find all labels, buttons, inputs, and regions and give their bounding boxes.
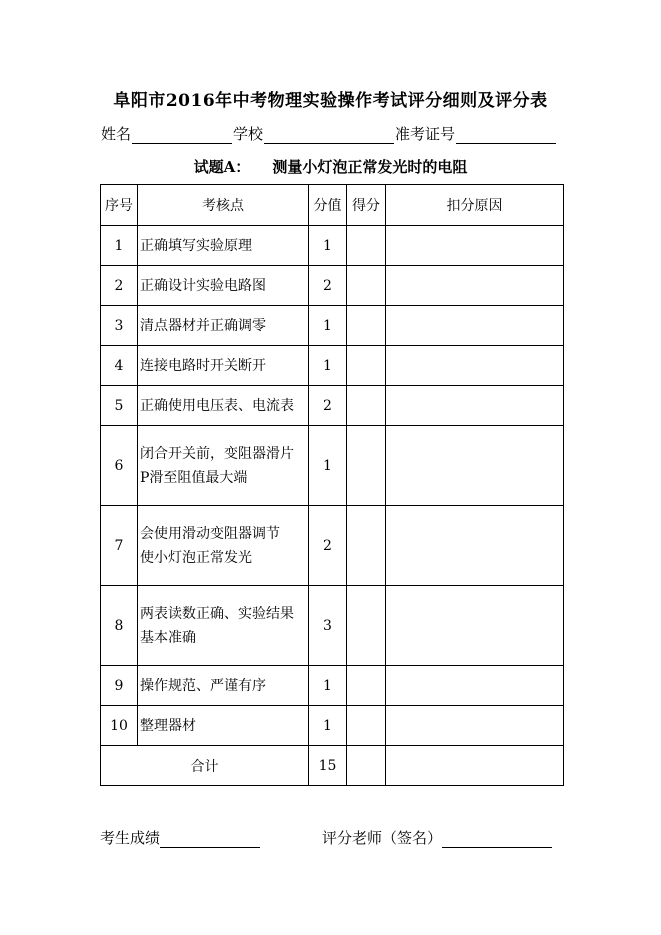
row-number: 1 [101,226,138,266]
scoring-table [100,184,564,786]
row-score-cell[interactable] [347,706,386,746]
document-title: 阜阳市2016年中考物理实验操作考试评分细则及评分表 [113,91,548,111]
row-assessment-point [138,586,309,666]
table-row [101,586,564,666]
table-row [101,346,564,386]
assessment-point-line: 正确设计实验电路图 [140,277,266,294]
row-points: 2 [309,266,347,306]
teacher-signature-label: 评分老师（签名） [322,829,443,847]
row-number: 6 [101,426,138,506]
row-number: 9 [101,666,138,706]
candidate-score-blank[interactable] [160,829,260,848]
row-score-cell[interactable] [347,506,386,586]
table-header-row [101,185,564,226]
test-name: 测量小灯泡正常发光时的电阻 [272,158,468,176]
row-points: 1 [309,346,347,386]
row-number: 5 [101,386,138,426]
school-blank[interactable] [264,125,394,144]
assessment-point-line: 清点器材并正确调零 [140,317,266,334]
row-number: 3 [101,306,138,346]
row-deduction-reason-cell[interactable] [386,226,564,266]
assessment-point-line: 两表读数正确、实验结果 [140,605,294,622]
table-row [101,706,564,746]
header-assessment-point: 考核点 [138,185,309,226]
row-deduction-reason-cell[interactable] [386,506,564,586]
row-deduction-reason-cell[interactable] [386,346,564,386]
row-score-cell[interactable] [347,426,386,506]
row-points: 1 [309,226,347,266]
row-assessment-point [138,226,309,266]
row-assessment-point [138,346,309,386]
assessment-point-line: 正确填写实验原理 [140,237,252,254]
row-assessment-point [138,506,309,586]
row-points: 1 [309,426,347,506]
row-points: 2 [309,506,347,586]
total-row [101,746,564,786]
table-row [101,266,564,306]
total-label: 合计 [101,746,309,786]
row-score-cell[interactable] [347,266,386,306]
header-score: 得分 [347,185,386,226]
assessment-point-line: 使小灯泡正常发光 [140,549,252,566]
school-label: 学校 [233,125,264,143]
assessment-point-line: 闭合开关前，变阻器滑片 [140,445,294,462]
row-deduction-reason-cell[interactable] [386,666,564,706]
candidate-info-line [100,122,562,144]
row-number: 8 [101,586,138,666]
assessment-point-line: 连接电路时开关断开 [140,357,266,374]
row-assessment-point [138,266,309,306]
row-number: 4 [101,346,138,386]
row-assessment-point [138,426,309,506]
name-label: 姓名 [101,125,132,143]
header-deduction-reason: 扣分原因 [386,185,564,226]
row-deduction-reason-cell[interactable] [386,426,564,506]
header-points: 分值 [309,185,347,226]
assessment-point-line: 基本准确 [140,629,196,646]
row-points: 1 [309,306,347,346]
row-deduction-reason-cell[interactable] [386,266,564,306]
row-points: 3 [309,586,347,666]
total-score-cell[interactable] [347,746,386,786]
row-points: 1 [309,706,347,746]
name-blank[interactable] [132,125,232,144]
total-points: 15 [309,746,347,786]
assessment-point-line: P滑至阻值最大端 [140,469,248,486]
row-score-cell[interactable] [347,386,386,426]
ticket-number-blank[interactable] [456,125,556,144]
row-score-cell[interactable] [347,306,386,346]
candidate-score-label: 考生成绩 [100,829,161,847]
row-deduction-reason-cell[interactable] [386,386,564,426]
row-deduction-reason-cell[interactable] [386,306,564,346]
row-assessment-point [138,386,309,426]
test-title [0,156,661,177]
row-assessment-point [138,666,309,706]
assessment-point-line: 整理器材 [140,717,196,734]
signature-line [100,826,562,848]
row-number: 2 [101,266,138,306]
assessment-point-line: 会使用滑动变阻器调节 [140,525,280,542]
table-row [101,306,564,346]
row-deduction-reason-cell[interactable] [386,706,564,746]
row-score-cell[interactable] [347,346,386,386]
row-score-cell[interactable] [347,666,386,706]
table-row [101,226,564,266]
row-points: 1 [309,666,347,706]
row-deduction-reason-cell[interactable] [386,586,564,666]
teacher-signature-blank[interactable] [442,829,552,848]
row-score-cell[interactable] [347,586,386,666]
assessment-point-line: 正确使用电压表、电流表 [140,397,294,414]
table-row [101,506,564,586]
row-assessment-point [138,706,309,746]
ticket-number-label: 准考证号 [395,125,456,143]
table-row [101,426,564,506]
row-number: 10 [101,706,138,746]
row-score-cell[interactable] [347,226,386,266]
total-reason-cell[interactable] [386,746,564,786]
row-number: 7 [101,506,138,586]
table-row [101,666,564,706]
row-assessment-point [138,306,309,346]
row-points: 2 [309,386,347,426]
table-row [101,386,564,426]
assessment-point-line: 操作规范、严谨有序 [140,677,266,694]
test-label: 试题A： [193,158,251,176]
header-number: 序号 [101,185,138,226]
